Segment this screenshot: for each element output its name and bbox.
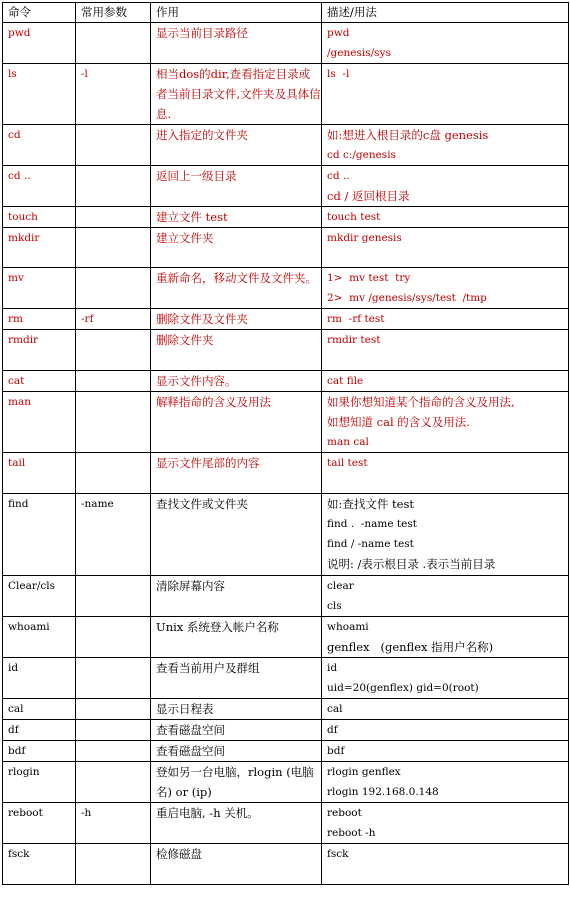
effect-text: 检修磁盘	[156, 847, 202, 861]
cell-param	[76, 658, 151, 699]
command-text: mv	[8, 272, 24, 284]
command-text: fsck	[8, 848, 30, 860]
cell-command	[3, 720, 76, 741]
cell-usage	[322, 268, 569, 309]
usage-line: touch test	[327, 211, 381, 223]
effect-text: 显示文件尾部的内容	[156, 456, 260, 470]
cell-command	[3, 741, 76, 762]
table-row	[3, 330, 569, 371]
param-text: -h	[81, 807, 92, 819]
command-text: man	[8, 396, 31, 408]
cell-param	[76, 741, 151, 762]
command-text: touch	[8, 211, 38, 223]
cell-param	[76, 494, 151, 576]
effect-text: 查找文件或文件夹	[156, 497, 248, 511]
cell-command	[3, 207, 76, 228]
header-usage: 描述/用法	[322, 3, 569, 23]
cell-usage	[322, 699, 569, 720]
table-row	[3, 125, 569, 166]
cell-effect	[151, 268, 322, 309]
cell-usage	[322, 23, 569, 64]
command-text: bdf	[8, 745, 26, 757]
table-row	[3, 309, 569, 330]
command-text: find	[8, 498, 29, 510]
table-row	[3, 453, 569, 494]
cell-usage	[322, 658, 569, 699]
effect-text: 查看当前用户及群组	[156, 661, 260, 675]
table-row	[3, 741, 569, 762]
table-row	[3, 699, 569, 720]
cell-effect	[151, 576, 322, 617]
usage-line: id	[327, 662, 338, 674]
command-text: mkdir	[8, 232, 40, 244]
usage-line: cd / 返回根目录	[327, 189, 410, 203]
cell-param	[76, 453, 151, 494]
cell-param	[76, 64, 151, 125]
usage-line: reboot -h	[327, 827, 376, 839]
table-row	[3, 64, 569, 125]
effect-text: 查看磁盘空间	[156, 744, 225, 758]
usage-line: rm -rf test	[327, 313, 385, 325]
cell-effect	[151, 228, 322, 268]
usage-line: reboot	[327, 807, 362, 819]
cell-command	[3, 371, 76, 392]
usage-line: cat file	[327, 375, 364, 387]
effect-text: Unix 系统登入帐户名称	[156, 620, 279, 634]
cell-effect	[151, 330, 322, 371]
command-text: whoami	[8, 621, 50, 633]
cell-command	[3, 64, 76, 125]
usage-line: bdf	[327, 745, 345, 757]
cell-effect	[151, 762, 322, 803]
cell-usage	[322, 166, 569, 207]
usage-line: fsck	[327, 848, 349, 860]
usage-line: uid=20(genflex) gid=0(root)	[327, 682, 479, 694]
cell-effect	[151, 309, 322, 330]
header-params: 常用参数	[76, 3, 151, 23]
usage-line: cal	[327, 703, 343, 715]
cell-effect	[151, 392, 322, 453]
effect-text: 重启电脑, -h 关机。	[156, 806, 259, 820]
table-row	[3, 207, 569, 228]
cell-usage	[322, 741, 569, 762]
effect-text: 显示文件内容。	[156, 374, 237, 388]
cell-command	[3, 309, 76, 330]
table-row	[3, 228, 569, 268]
cell-command	[3, 228, 76, 268]
cell-param	[76, 166, 151, 207]
cell-usage	[322, 392, 569, 453]
command-text: rmdir	[8, 334, 39, 346]
cell-effect	[151, 453, 322, 494]
table-row	[3, 844, 569, 885]
cell-command	[3, 576, 76, 617]
cell-param	[76, 268, 151, 309]
usage-line: find . -name test	[327, 518, 417, 530]
usage-line: rlogin 192.168.0.148	[327, 786, 439, 798]
cell-effect	[151, 844, 322, 885]
cell-effect	[151, 494, 322, 576]
usage-line: 如想知道 cal 的含义及用法.	[327, 415, 470, 429]
usage-line: 说明: /表示根目录 .表示当前目录	[327, 557, 496, 571]
table-row	[3, 658, 569, 699]
param-text: -l	[81, 68, 88, 80]
cell-effect	[151, 720, 322, 741]
usage-line: df	[327, 724, 338, 736]
cell-command	[3, 453, 76, 494]
cell-usage	[322, 64, 569, 125]
cell-command	[3, 658, 76, 699]
cell-command	[3, 23, 76, 64]
header-command: 命令	[3, 3, 76, 23]
usage-line: man cal	[327, 436, 369, 448]
cell-usage	[322, 125, 569, 166]
cell-effect	[151, 371, 322, 392]
cell-effect	[151, 64, 322, 125]
usage-line: clear	[327, 580, 354, 592]
command-text: rlogin	[8, 766, 40, 778]
cell-command	[3, 699, 76, 720]
table-row	[3, 268, 569, 309]
cell-effect	[151, 699, 322, 720]
param-text: -rf	[81, 313, 94, 325]
cell-param	[76, 207, 151, 228]
table-header-row	[3, 3, 569, 23]
table-row	[3, 762, 569, 803]
table-row	[3, 392, 569, 453]
cell-command	[3, 330, 76, 371]
header-effect: 作用	[151, 3, 322, 23]
cell-usage	[322, 309, 569, 330]
cell-usage	[322, 494, 569, 576]
effect-text: 登如另一台电脑，rlogin (电脑名) or (ip)	[156, 765, 314, 799]
cell-effect	[151, 23, 322, 64]
cell-command	[3, 494, 76, 576]
cell-usage	[322, 720, 569, 741]
cell-param	[76, 330, 151, 371]
table-row	[3, 576, 569, 617]
cell-effect	[151, 658, 322, 699]
usage-line: tail test	[327, 457, 368, 469]
cell-param	[76, 371, 151, 392]
effect-text: 删除文件及文件夹	[156, 312, 248, 326]
usage-line: genflex (genflex 指用户名称)	[327, 640, 494, 654]
effect-text: 进入指定的文件夹	[156, 128, 248, 142]
cell-command	[3, 166, 76, 207]
effect-text: 删除文件夹	[156, 333, 214, 347]
cell-command	[3, 392, 76, 453]
cell-command	[3, 268, 76, 309]
effect-text: 解释指命的含义及用法	[156, 395, 271, 409]
command-text: ls	[8, 68, 17, 80]
command-text: tail	[8, 457, 26, 469]
cell-effect	[151, 166, 322, 207]
usage-line: find / -name test	[327, 538, 414, 550]
usage-line: cd c:/genesis	[327, 149, 396, 161]
usage-line: rmdir test	[327, 334, 381, 346]
usage-line: rlogin genflex	[327, 766, 401, 778]
table-body	[3, 23, 569, 885]
command-text: id	[8, 662, 19, 674]
cell-param	[76, 844, 151, 885]
cell-usage	[322, 207, 569, 228]
cell-param	[76, 803, 151, 844]
cell-param	[76, 23, 151, 64]
cell-effect	[151, 803, 322, 844]
cell-param	[76, 699, 151, 720]
effect-text: 显示当前目录路径	[156, 26, 248, 40]
table-row	[3, 166, 569, 207]
cell-command	[3, 803, 76, 844]
table-row	[3, 720, 569, 741]
effect-text: 建立文件夹	[156, 231, 214, 245]
effect-text: 显示日程表	[156, 702, 214, 716]
effect-text: 查看磁盘空间	[156, 723, 225, 737]
cell-usage	[322, 762, 569, 803]
cell-usage	[322, 228, 569, 268]
usage-line: 如:查找文件 test	[327, 497, 414, 511]
table-row	[3, 371, 569, 392]
cell-command	[3, 125, 76, 166]
cell-command	[3, 762, 76, 803]
command-text: df	[8, 724, 19, 736]
table-row	[3, 617, 569, 658]
cell-command	[3, 844, 76, 885]
cell-param	[76, 720, 151, 741]
effect-text: 相当dos的dir,查看指定目录或者当前目录文件,文件夹及具体信息.	[156, 67, 321, 121]
effect-text: 重新命名，移动文件及文件夹。	[156, 271, 317, 285]
cell-usage	[322, 617, 569, 658]
usage-line: 1> mv test try	[327, 272, 411, 284]
command-text: cal	[8, 703, 24, 715]
cell-usage	[322, 576, 569, 617]
usage-line: pwd	[327, 27, 350, 39]
cell-param	[76, 125, 151, 166]
command-text: cat	[8, 375, 25, 387]
command-table	[2, 2, 569, 885]
table-row	[3, 494, 569, 576]
cell-usage	[322, 330, 569, 371]
cell-usage	[322, 844, 569, 885]
effect-text: 返回上一级目录	[156, 169, 237, 183]
cell-usage	[322, 803, 569, 844]
cell-param	[76, 309, 151, 330]
cell-param	[76, 392, 151, 453]
usage-line: 如:想进入根目录的c盘 genesis	[327, 128, 489, 142]
cell-command	[3, 617, 76, 658]
cell-effect	[151, 617, 322, 658]
usage-line: mkdir genesis	[327, 232, 402, 244]
cell-param	[76, 576, 151, 617]
cell-param	[76, 762, 151, 803]
effect-text: 清除屏幕内容	[156, 579, 225, 593]
effect-text: 建立文件 test	[156, 210, 228, 224]
command-text: rm	[8, 313, 23, 325]
command-text: cd ..	[8, 170, 31, 182]
usage-line: whoami	[327, 621, 369, 633]
cell-effect	[151, 125, 322, 166]
usage-line: ls -l	[327, 68, 350, 80]
usage-line: 2> mv /genesis/sys/test /tmp	[327, 292, 487, 304]
cell-usage	[322, 371, 569, 392]
command-text: cd	[8, 129, 21, 141]
cell-effect	[151, 741, 322, 762]
usage-line: /genesis/sys	[327, 47, 391, 59]
usage-line: cd ..	[327, 170, 350, 182]
cell-param	[76, 228, 151, 268]
command-text: pwd	[8, 27, 31, 39]
table-row	[3, 803, 569, 844]
cell-param	[76, 617, 151, 658]
table-row	[3, 23, 569, 64]
command-text: Clear/cls	[8, 580, 56, 592]
cell-effect	[151, 207, 322, 228]
usage-line: cls	[327, 600, 342, 612]
usage-line: 如果你想知道某个指命的含义及用法,	[327, 395, 515, 409]
param-text: -name	[81, 498, 114, 510]
command-text: reboot	[8, 807, 43, 819]
cell-usage	[322, 453, 569, 494]
